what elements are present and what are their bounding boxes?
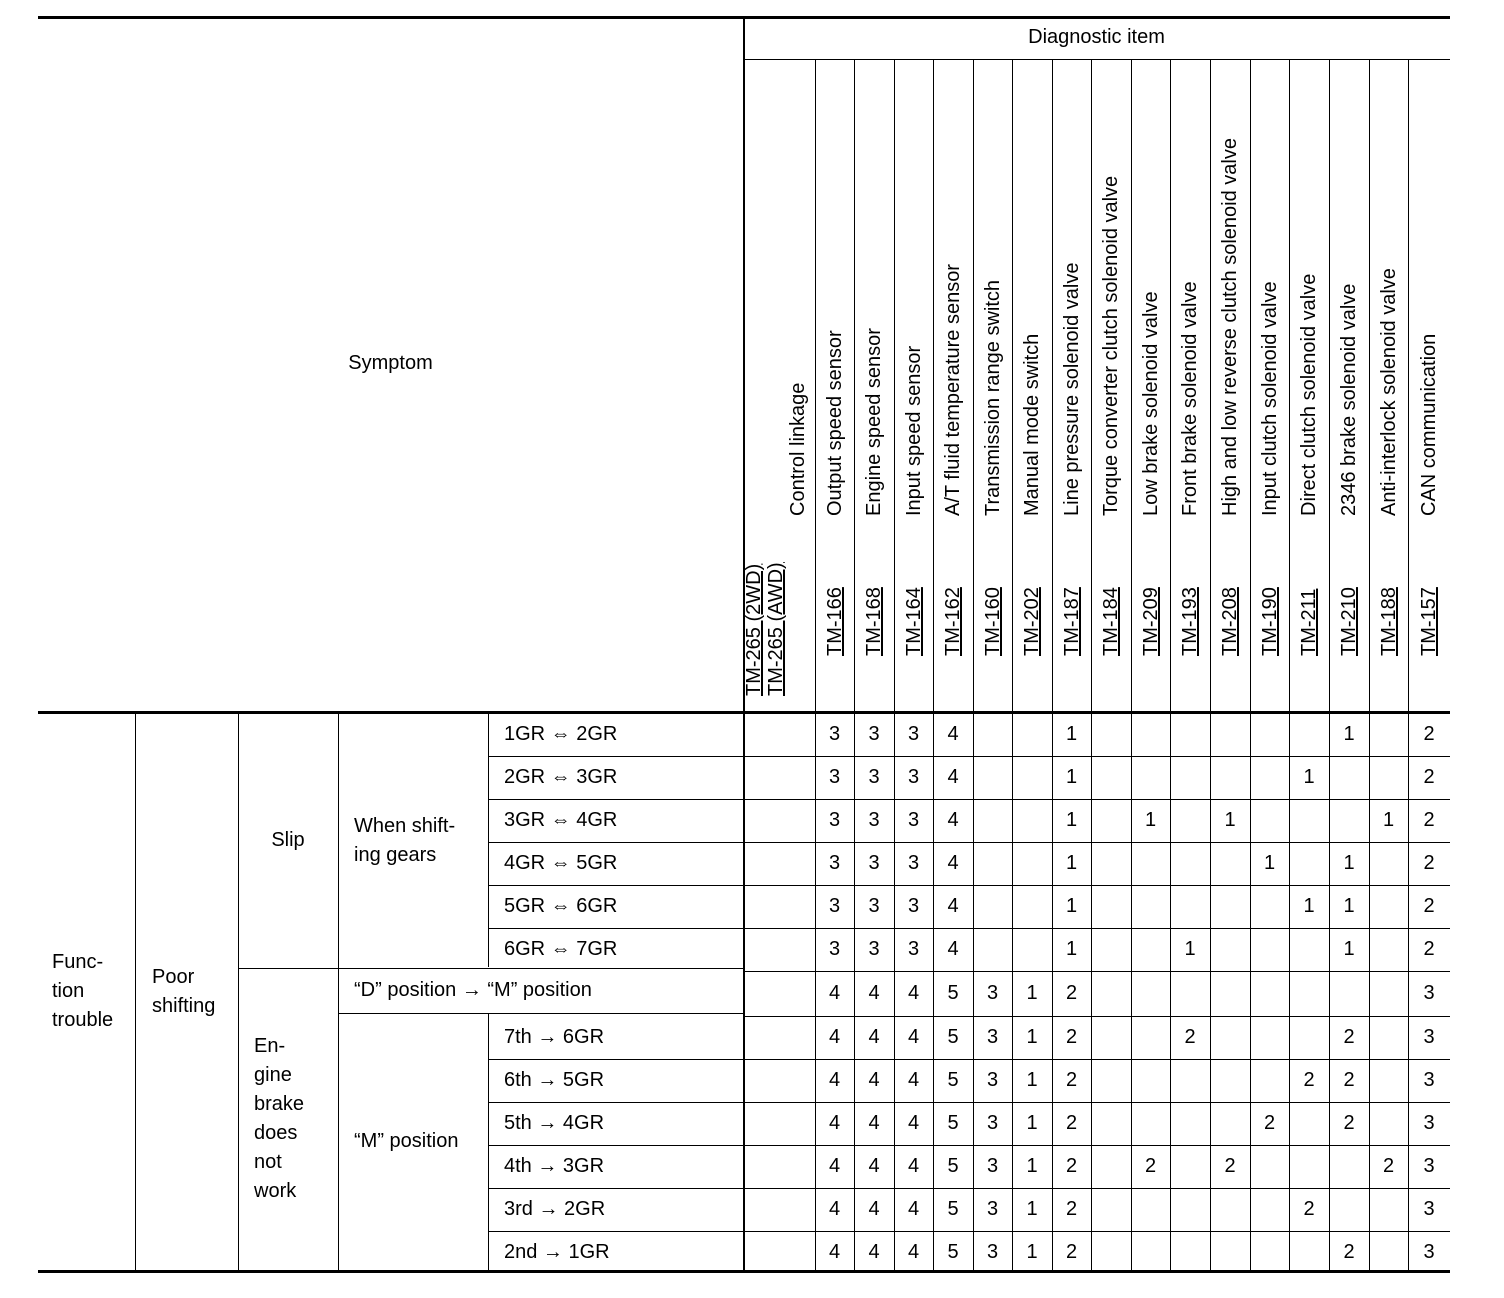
table-cell: 4 xyxy=(907,1155,920,1177)
column-header xyxy=(1250,61,1289,709)
table-cell: 1 xyxy=(1382,809,1395,831)
column-header-label: Direct clutch solenoid valve xyxy=(1298,273,1320,516)
column-header-label: Manual mode switch xyxy=(1021,333,1043,516)
column-header-label: A/T fluid temperature sensor xyxy=(942,264,964,516)
table-cell: 3 xyxy=(907,852,920,874)
column-header-refs xyxy=(1259,587,1281,656)
column-ref-link: TM-202 xyxy=(1021,587,1043,656)
table-cell: 1 xyxy=(1026,1112,1038,1134)
column-header-label: Input clutch solenoid valve xyxy=(1258,281,1281,516)
column-ref-link: TM-265 (AWD) xyxy=(765,562,787,696)
table-cell: 4 xyxy=(907,982,920,1004)
row-label: 1GR ⇔ 2GR xyxy=(504,723,618,745)
table-cell: 1 xyxy=(1026,1069,1038,1091)
table-cell: 5 xyxy=(947,1112,959,1134)
column-header xyxy=(973,61,1012,709)
table-cell: 2 xyxy=(1382,1155,1395,1177)
column-header-label: Low brake solenoid valve xyxy=(1139,291,1162,516)
table-cell: 3 xyxy=(1423,1198,1435,1220)
column-header-refs xyxy=(1418,587,1440,656)
table-cell: 2 xyxy=(1423,723,1435,745)
table-cell: 3 xyxy=(907,895,920,917)
column-ref-link: TM-164 xyxy=(902,587,925,656)
table-cell: 4 xyxy=(828,1069,841,1091)
row-label: 3GR ⇔ 4GR xyxy=(504,809,618,831)
symptom-m-position: “M” position xyxy=(354,1130,459,1152)
diagnostic-item-header: Diagnostic item xyxy=(1028,26,1165,48)
table-cell: 2 xyxy=(1065,1155,1078,1177)
symptom-d-to-m: “D” position → “M” position xyxy=(354,979,592,1001)
table-cell: 4 xyxy=(868,1155,880,1177)
table-cell: 2 xyxy=(1184,1026,1196,1048)
table-cell: 3 xyxy=(907,723,920,745)
table-cell: 3 xyxy=(907,809,920,831)
column-ref-link: TM-166 xyxy=(823,587,846,656)
table-cell: 4 xyxy=(907,1198,920,1220)
table-cell: 2 xyxy=(1423,852,1435,874)
table-cell: 3 xyxy=(907,938,920,960)
column-header xyxy=(1131,61,1170,709)
column-header xyxy=(894,61,933,709)
row-label: 5GR ⇔ 6GR xyxy=(504,895,618,917)
table-cell: 2 xyxy=(1303,1198,1315,1220)
table-cell: 1 xyxy=(1065,766,1078,788)
table-cell: 4 xyxy=(868,1112,880,1134)
column-header-refs xyxy=(1100,587,1122,656)
table-cell: 3 xyxy=(1423,1241,1435,1263)
column-header-refs xyxy=(942,587,964,656)
table-cell: 5 xyxy=(947,1198,959,1220)
table-cell: 2 xyxy=(1423,809,1435,831)
column-header-label: Front brake solenoid valve xyxy=(1179,281,1201,516)
symptom-engine-brake: En- gine brake does not work xyxy=(254,1035,305,1202)
table-cell: 4 xyxy=(907,1112,920,1134)
column-header xyxy=(1289,61,1329,709)
table-cell: 4 xyxy=(828,1198,841,1220)
table-cell: 3 xyxy=(1423,1026,1435,1048)
column-header-refs xyxy=(743,562,787,696)
column-ref-link: TM-210 xyxy=(1338,587,1360,656)
column-ref-link: TM-208 xyxy=(1219,587,1241,656)
column-header-label: Line pressure solenoid valve xyxy=(1060,262,1083,516)
column-header-label: Input speed sensor xyxy=(902,345,925,516)
col-divider-1 xyxy=(135,713,136,1270)
table-cell: 1 xyxy=(1303,766,1315,788)
column-header-refs xyxy=(1021,587,1043,656)
column-header xyxy=(1052,61,1091,709)
table-cell: 3 xyxy=(868,723,880,745)
table-cell: 2 xyxy=(1144,1155,1157,1177)
table-cell: 1 xyxy=(1065,809,1078,831)
table-cell: 4 xyxy=(828,982,841,1004)
table-cell: 1 xyxy=(1026,1198,1038,1220)
column-header-label: Anti-interlock solenoid valve xyxy=(1377,268,1400,516)
table-cell: 5 xyxy=(947,1069,959,1091)
table-cell: 2 xyxy=(1343,1026,1355,1048)
table-cell: 3 xyxy=(907,766,920,788)
table-cell: 2 xyxy=(1343,1241,1355,1263)
table-cell: 1 xyxy=(1065,852,1078,874)
table-cell: 1 xyxy=(1343,723,1355,745)
row-label: 5th → 4GR xyxy=(504,1112,605,1134)
table-cell: 1 xyxy=(1224,809,1236,831)
table-cell: 4 xyxy=(828,1241,841,1263)
table-cell: 3 xyxy=(828,938,841,960)
table-cell: 4 xyxy=(947,895,959,917)
symptom-header: Symptom xyxy=(348,352,433,374)
column-ref-link: TM-160 xyxy=(981,587,1004,656)
table-cell: 2 xyxy=(1423,938,1435,960)
table-cell: 4 xyxy=(947,723,959,745)
column-header xyxy=(1369,61,1408,709)
row-label: 6th → 5GR xyxy=(504,1069,605,1091)
table-cell: 3 xyxy=(828,766,841,788)
table-cell: 1 xyxy=(1065,938,1078,960)
column-header-label: CAN communication xyxy=(1418,333,1440,516)
table-cell: 1 xyxy=(1303,895,1315,917)
column-header-refs xyxy=(824,587,846,656)
column-header xyxy=(1408,61,1450,709)
table-cell: 2 xyxy=(1065,982,1078,1004)
table-cell: 1 xyxy=(1026,1026,1038,1048)
table-cell: 1 xyxy=(1343,895,1355,917)
column-header xyxy=(933,61,973,709)
table-cell: 3 xyxy=(868,766,880,788)
column-ref-link: TM-209 xyxy=(1139,587,1162,656)
column-ref-link: TM-162 xyxy=(942,587,964,656)
column-header-label: 2346 brake solenoid valve xyxy=(1338,283,1360,516)
table-cell: 3 xyxy=(828,723,841,745)
table-cell: 3 xyxy=(828,895,841,917)
table-cell: 3 xyxy=(868,895,880,917)
table-cell: 2 xyxy=(1343,1112,1355,1134)
table-cell: 2 xyxy=(1303,1069,1315,1091)
column-header-refs xyxy=(903,587,925,656)
column-header-refs xyxy=(1219,587,1241,656)
table-cell: 3 xyxy=(986,1112,999,1134)
table-cell: 1 xyxy=(1263,852,1276,874)
table-cell: 2 xyxy=(1065,1241,1078,1263)
column-header-refs xyxy=(1338,587,1360,656)
table-cell: 4 xyxy=(828,1026,841,1048)
table-cell: 3 xyxy=(986,1198,999,1220)
column-header xyxy=(1210,61,1250,709)
table-cell: 4 xyxy=(868,1241,880,1263)
table-cell: 4 xyxy=(947,852,959,874)
table-cell: 3 xyxy=(986,1026,999,1048)
row-label: 6GR ⇔ 7GR xyxy=(504,938,618,960)
table-cell: 4 xyxy=(907,1026,920,1048)
table-cell: 4 xyxy=(947,766,959,788)
column-header-refs xyxy=(1378,587,1400,656)
table-cell: 5 xyxy=(947,1026,959,1048)
column-ref-link: TM-168 xyxy=(863,587,885,656)
table-cell: 3 xyxy=(986,982,999,1004)
column-header-label: Torque converter clutch solenoid valve xyxy=(1100,175,1122,516)
diagnostic-header-divider xyxy=(743,59,1450,60)
row-label: 4GR ⇔ 5GR xyxy=(504,852,618,874)
table-cell: 4 xyxy=(907,1241,920,1263)
column-header xyxy=(1329,61,1369,709)
diagnostic-table xyxy=(38,16,1450,1274)
table-cell: 2 xyxy=(1065,1026,1078,1048)
col-divider-3 xyxy=(338,713,339,1270)
table-cell: 1 xyxy=(1065,895,1078,917)
column-ref-link: TM-193 xyxy=(1179,587,1201,656)
row-label: 3rd → 2GR xyxy=(504,1198,606,1220)
table-cell: 4 xyxy=(868,1069,880,1091)
table-cell: 1 xyxy=(1184,938,1196,960)
column-ref-link: TM-188 xyxy=(1377,587,1400,656)
symptom-when-shifting: When shift- ing gears xyxy=(354,814,456,866)
row-label: 7th → 6GR xyxy=(504,1026,605,1048)
column-header-refs xyxy=(1061,587,1083,656)
column-ref-link: TM-190 xyxy=(1258,587,1281,656)
column-header-refs xyxy=(1179,587,1201,656)
table-cell: 4 xyxy=(907,1069,920,1091)
column-header-refs xyxy=(863,587,885,656)
table-cell: 3 xyxy=(1423,982,1435,1004)
table-cell: 2 xyxy=(1065,1112,1078,1134)
table-cell: 1 xyxy=(1026,1155,1038,1177)
table-cell: 2 xyxy=(1065,1198,1078,1220)
table-cell: 4 xyxy=(947,809,959,831)
table-cell: 4 xyxy=(947,938,959,960)
table-cell: 3 xyxy=(986,1241,999,1263)
table-cell: 5 xyxy=(947,1241,959,1263)
table-cell: 1 xyxy=(1026,1241,1038,1263)
column-ref-link: TM-211 xyxy=(1298,588,1320,656)
column-header xyxy=(1091,61,1131,709)
column-header xyxy=(854,61,894,709)
column-ref-link: TM-184 xyxy=(1100,587,1122,656)
table-cell: 4 xyxy=(828,1155,841,1177)
table-cell: 3 xyxy=(868,852,880,874)
table-cell: 3 xyxy=(828,809,841,831)
table-cell: 2 xyxy=(1423,895,1435,917)
symptom-function-trouble: Func- tion trouble xyxy=(52,951,114,1031)
table-cell: 1 xyxy=(1343,852,1355,874)
symptom-poor-shifting: Poor shifting xyxy=(152,965,216,1017)
table-cell: 1 xyxy=(1144,809,1157,831)
table-cell: 1 xyxy=(1343,938,1355,960)
table-cell: 3 xyxy=(1423,1069,1435,1091)
column-ref-link: TM-265 (2WD) xyxy=(743,563,765,696)
table-cell: 4 xyxy=(868,1198,880,1220)
column-header-label: High and low reverse clutch solenoid valve xyxy=(1219,138,1241,516)
table-cell: 1 xyxy=(1026,982,1038,1004)
table-cell: 3 xyxy=(1423,1155,1435,1177)
column-ref-link: TM-157 xyxy=(1418,587,1440,656)
table-cell: 2 xyxy=(1343,1069,1355,1091)
column-header-refs xyxy=(982,587,1004,656)
column-ref-link: TM-187 xyxy=(1060,587,1083,656)
table-cell: 2 xyxy=(1065,1069,1078,1091)
table-cell: 3 xyxy=(868,938,880,960)
table-cell: 3 xyxy=(1423,1112,1435,1134)
column-header xyxy=(743,61,815,709)
column-header-label: Control linkage xyxy=(787,382,809,516)
table-cell: 2 xyxy=(1224,1155,1236,1177)
row-label: 4th → 3GR xyxy=(504,1155,605,1177)
column-header-label: Engine speed sensor xyxy=(863,328,885,516)
table-cell: 3 xyxy=(986,1155,999,1177)
table-cell: 5 xyxy=(947,982,959,1004)
symptom-slip: Slip xyxy=(271,829,305,851)
table-cell: 3 xyxy=(828,852,841,874)
table-cell: 2 xyxy=(1263,1112,1276,1134)
table-cell: 3 xyxy=(986,1069,999,1091)
column-header-refs xyxy=(1140,587,1162,656)
row-label: 2nd → 1GR xyxy=(504,1241,610,1263)
column-header xyxy=(815,61,854,709)
column-header xyxy=(1170,61,1210,709)
row-label: 2GR ⇔ 3GR xyxy=(504,766,618,788)
table-cell: 3 xyxy=(868,809,880,831)
table-cell: 2 xyxy=(1423,766,1435,788)
column-header-label: Output speed sensor xyxy=(823,330,846,516)
table-cell: 4 xyxy=(868,1026,880,1048)
table-cell: 1 xyxy=(1065,723,1078,745)
column-header-label: Transmission range switch xyxy=(981,279,1004,516)
table-cell: 4 xyxy=(868,982,880,1004)
column-header xyxy=(1012,61,1052,709)
table-cell: 4 xyxy=(828,1112,841,1134)
column-header-refs xyxy=(1298,589,1320,656)
table-cell: 5 xyxy=(947,1155,959,1177)
